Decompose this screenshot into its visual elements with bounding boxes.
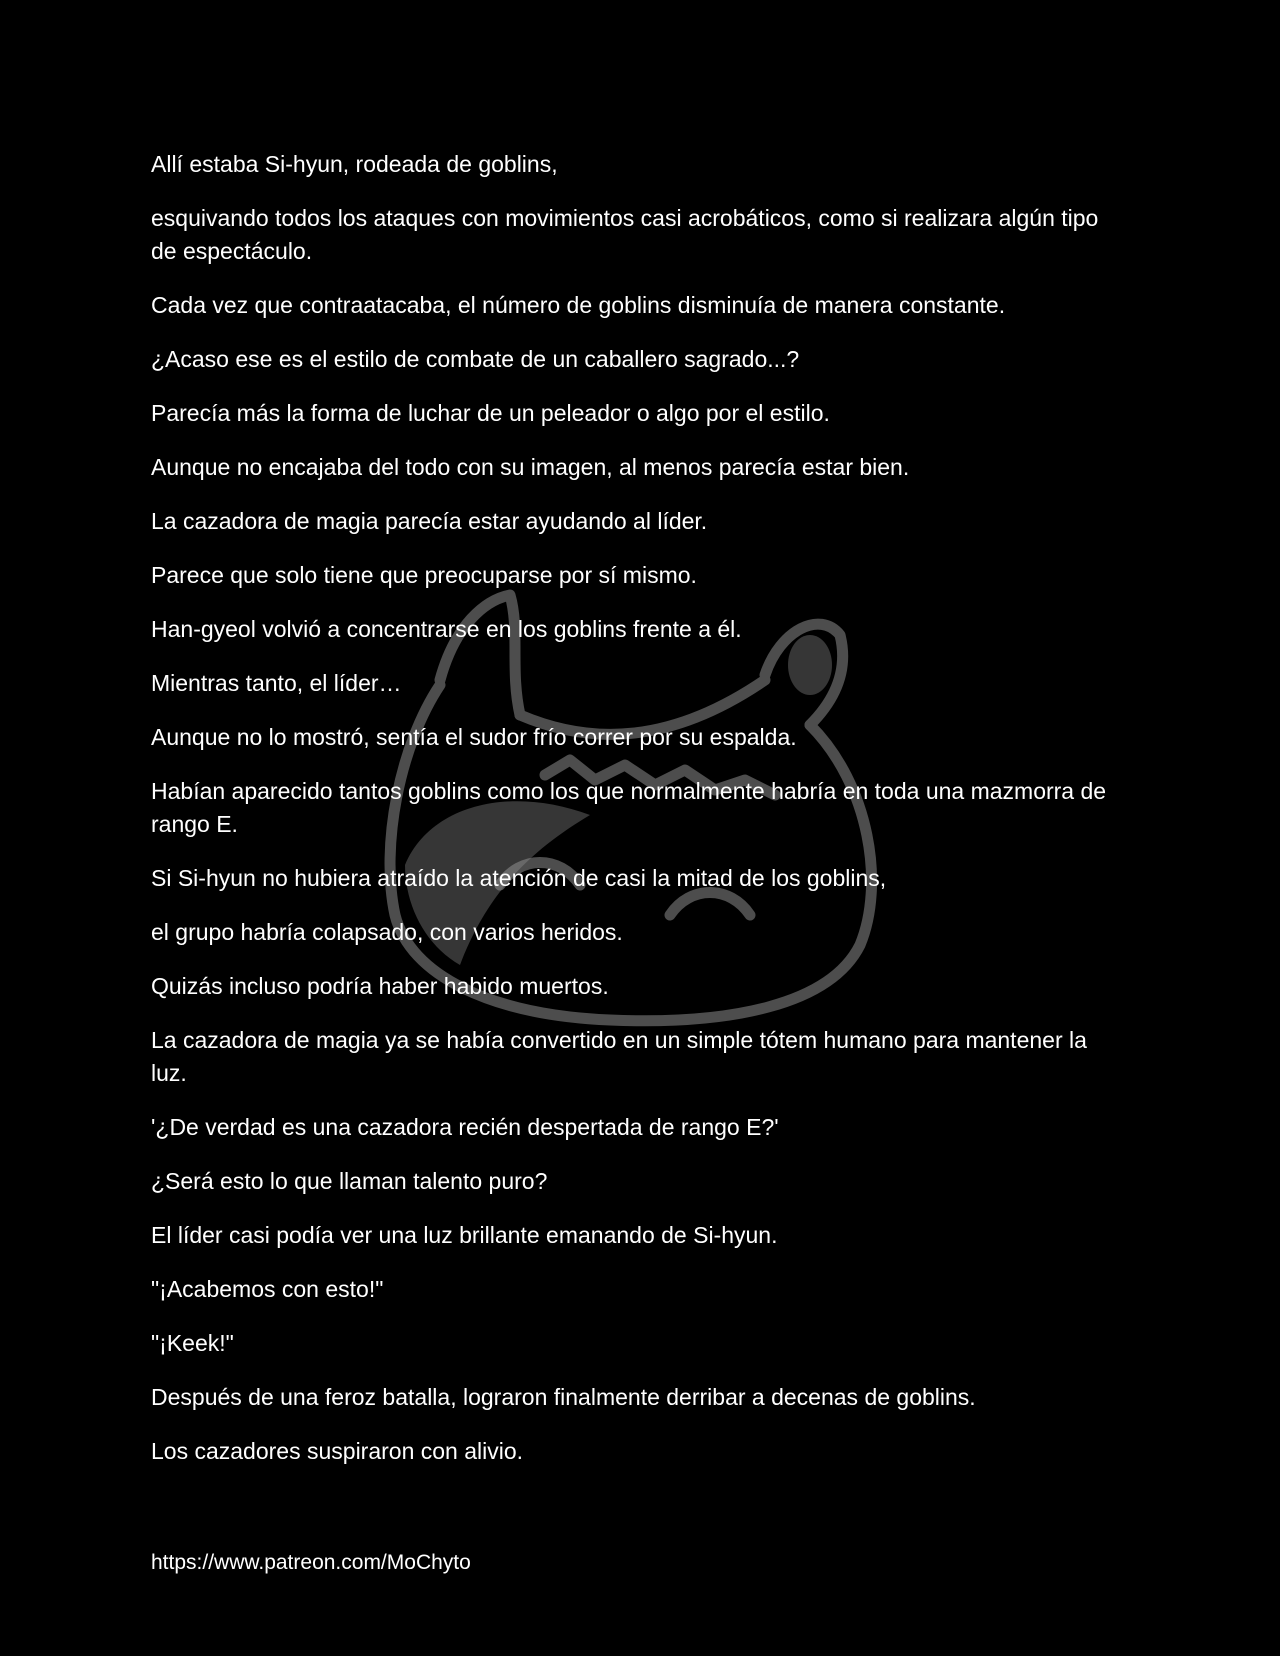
paragraph: Parecía más la forma de luchar de un peleador o algo por el estilo. bbox=[151, 400, 830, 426]
paragraph: ¿Acaso ese es el estilo de combate de un caballero sagrado...? bbox=[151, 346, 800, 372]
paragraph: Después de una feroz batalla, lograron finalmente derribar a decenas de goblins. bbox=[151, 1384, 976, 1410]
paragraph: ¿Será esto lo que llaman talento puro? bbox=[151, 1168, 548, 1194]
paragraph: Aunque no encajaba del todo con su imagen, al menos parecía estar bien. bbox=[151, 454, 910, 480]
paragraph: Han-gyeol volvió a concentrarse en los goblins frente a él. bbox=[151, 616, 742, 642]
paragraph: "¡Acabemos con esto!" bbox=[151, 1276, 384, 1302]
story-text bbox=[151, 148, 1111, 1489]
patreon-link[interactable]: https://www.patreon.com/MoChyto bbox=[151, 1551, 471, 1574]
paragraph: Los cazadores suspiraron con alivio. bbox=[151, 1438, 524, 1464]
paragraph: el grupo habría colapsado, con varios heridos. bbox=[151, 919, 623, 945]
paragraph: '¿De verdad es una cazadora recién despertada de rango E?' bbox=[151, 1114, 779, 1140]
paragraph: Aunque no lo mostró, sentía el sudor frío correr por su espalda. bbox=[151, 724, 797, 750]
paragraph: Quizás incluso podría haber habido muertos. bbox=[151, 973, 609, 999]
paragraph: La cazadora de magia parecía estar ayudando al líder. bbox=[151, 508, 708, 534]
paragraph: Habían aparecido tantos goblins como los que normalmente habría en toda una mazmorra de rango E. bbox=[151, 778, 1107, 837]
paragraph: Si Si-hyun no hubiera atraído la atención de casi la mitad de los goblins, bbox=[151, 865, 887, 891]
paragraph: Allí estaba Si-hyun, rodeada de goblins, bbox=[151, 151, 558, 177]
paragraph: Cada vez que contraatacaba, el número de goblins disminuía de manera constante. bbox=[151, 292, 1006, 318]
paragraph: Parece que solo tiene que preocuparse por sí mismo. bbox=[151, 562, 697, 588]
paragraph: "¡Keek!" bbox=[151, 1330, 234, 1356]
paragraph: esquivando todos los ataques con movimientos casi acrobáticos, como si realizara algún tipo de espectáculo. bbox=[151, 205, 1099, 264]
paragraph: La cazadora de magia ya se había convertido en un simple tótem humano para mantener la luz. bbox=[151, 1027, 1087, 1086]
paragraph: El líder casi podía ver una luz brillante emanando de Si-hyun. bbox=[151, 1222, 778, 1248]
paragraph: Mientras tanto, el líder… bbox=[151, 670, 402, 696]
